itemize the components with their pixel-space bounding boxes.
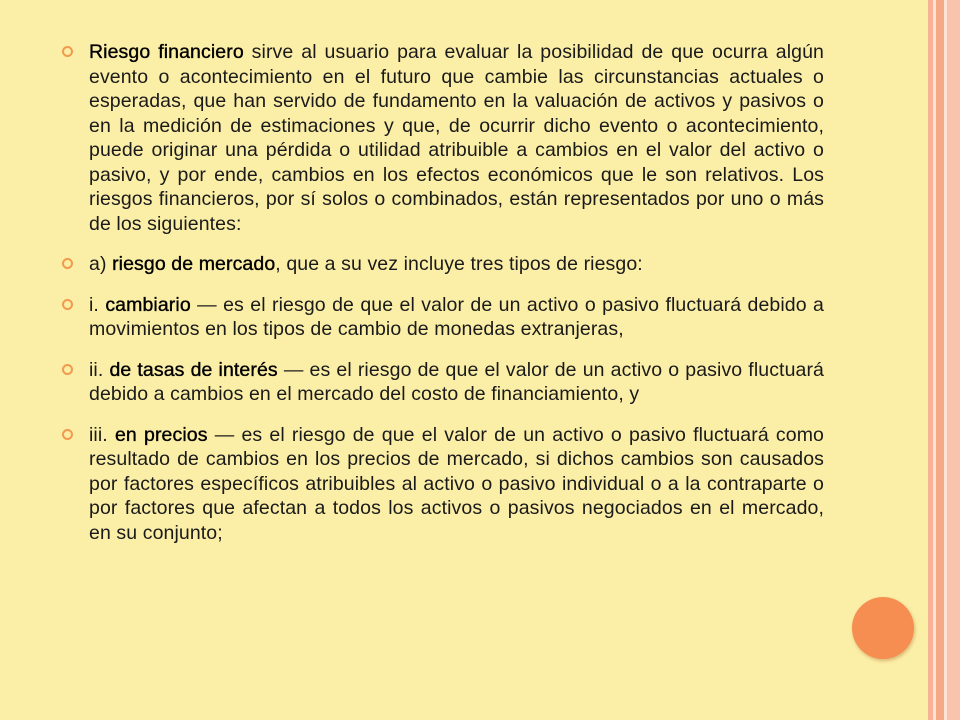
right-border-stripes <box>928 0 960 720</box>
border-stripe <box>947 0 960 720</box>
item-body: — es el riesgo de que el valor de un activo o pasivo fluctuará debido a cambios en el mercado del costo de financiamiento, y <box>89 358 824 405</box>
item-prefix: a) <box>89 253 113 275</box>
item-body: , que a su vez incluye tres tipos de riesgo: <box>275 253 643 275</box>
list-item <box>62 252 824 277</box>
decorative-circle <box>852 597 914 659</box>
bullet-ring-icon <box>62 429 73 440</box>
item-prefix: iii. <box>89 423 115 446</box>
bullet-list <box>62 40 824 561</box>
item-term: en precios <box>114 423 208 446</box>
bullet-ring-icon <box>62 46 73 57</box>
item-term: de tasas de interés <box>109 358 278 381</box>
item-text <box>89 293 824 342</box>
item-text <box>89 40 824 236</box>
border-stripe <box>936 0 944 720</box>
bullet-ring-icon <box>62 258 73 269</box>
item-term: Riesgo financiero <box>89 41 244 63</box>
item-term: cambiario <box>105 293 191 316</box>
item-text <box>89 423 824 546</box>
bullet-ring-icon <box>62 299 73 310</box>
item-body: — es el riesgo de que el valor de un activo o pasivo fluctuará debido a movimientos en los tipos de cambio de monedas extranjeras, <box>89 293 824 340</box>
item-body: — es el riesgo de que el valor de un activo o pasivo fluctuará como resultado de cambios en los precios de mercado, si dichos cambios son causados por factores específicos atribuibles al activo o pasivo individual o a la contraparte o por factores que afectan a todos los activos o pasivos negociados en el mercado, en su conjunto; <box>89 423 825 544</box>
item-prefix: i. <box>89 293 106 316</box>
list-item <box>62 423 824 546</box>
item-term: riesgo de mercado <box>112 253 276 275</box>
item-body: sirve al usuario para evaluar la posibilidad de que ocurra algún evento o acontecimiento en el futuro que cambie las circunstancias actuales o esperadas, que han servido de fundamento en la valuación de activos y pasivos o en la medición de estimaciones y que, de ocurrir dicho evento o acontecimiento, puede originar una pérdida o utilidad atribuible a cambios en el valor del activo o pasivo, y por ende, cambios en los efectos económicos que le son relativos. Los riesgos financieros, por sí solos o combinados, están representados por uno o más de los siguientes: <box>89 41 824 235</box>
list-item <box>62 40 824 236</box>
list-item <box>62 358 824 407</box>
bullet-ring-icon <box>62 364 73 375</box>
item-prefix: ii. <box>89 358 110 381</box>
list-item <box>62 293 824 342</box>
item-text <box>89 358 824 407</box>
item-text <box>89 252 824 277</box>
